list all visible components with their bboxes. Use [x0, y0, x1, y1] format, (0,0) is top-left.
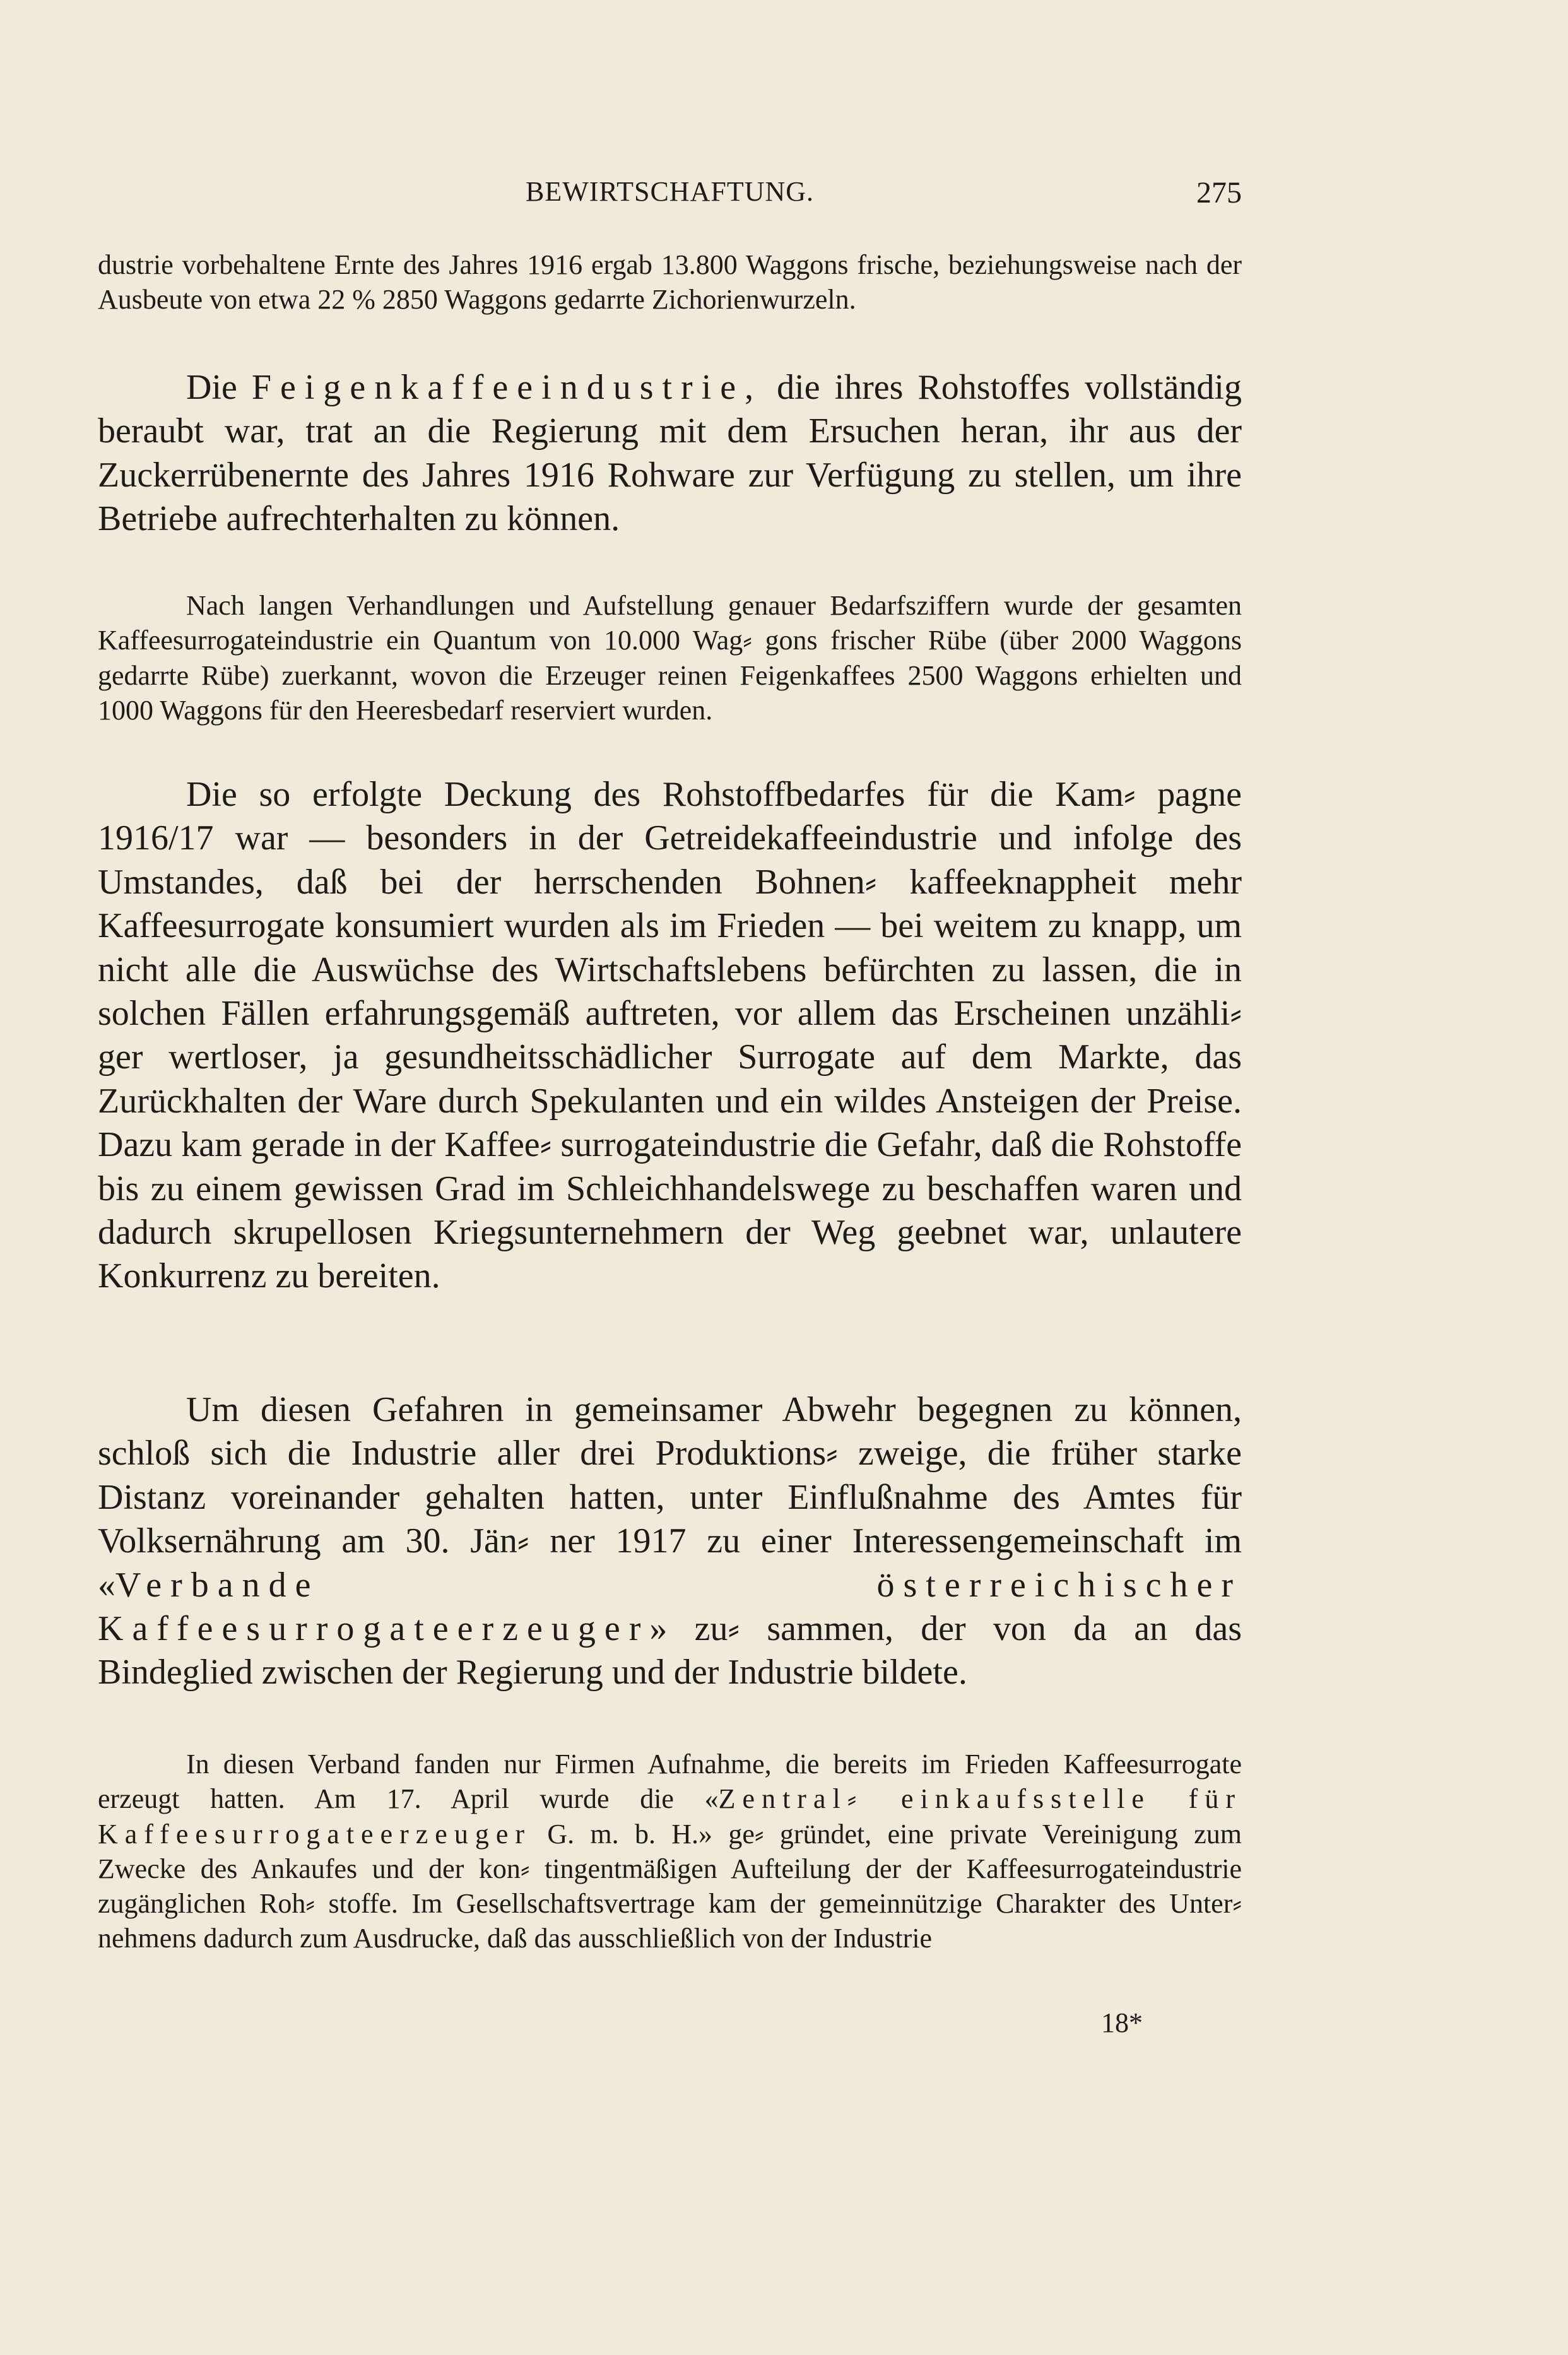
paragraph-verband — [98, 1747, 1242, 1956]
paragraph-continuation — [98, 247, 1242, 317]
text-segment: » zu⸗ sammen, der von da an das Bindeglied zwischen der Regierung und der Industrie bildete. — [98, 1609, 1242, 1692]
emphasized-term: Verbande österreichischer Kaffeesurrogateerzeuger — [98, 1565, 1242, 1649]
paragraph-text — [98, 366, 1242, 541]
emphasized-term: Feigenkaffeeindustrie, — [251, 368, 763, 407]
text-segment: Um diesen Gefahren in gemeinsamer Abwehr begegnen zu können, schloß sich die Industrie aller drei Produktions⸗ zweige, die früher starke Distanz voreinander gehalten hatten, unter Einflußnahme des Amtes für Volksernährung am 30. Jän⸗ ner 1917 zu einer Interessengemeinschaft im « — [98, 1390, 1242, 1605]
paragraph-text: dustrie vorbehaltene Ernte des Jahres 1916 ergab 13.800 Waggons frische, beziehungsweise nach der Ausbeute von etwa 22 % 2850 Waggons gedarrte Zichorienwurzeln. — [98, 249, 1242, 316]
text-segment: In diesen Verband fanden nur Firmen Aufnahme, die bereits im Frieden Kaffeesurrogate erzeugt hatten. Am 17. April wurde die « — [98, 1749, 1242, 1815]
running-head — [98, 175, 1242, 220]
paragraph-deckung — [98, 773, 1242, 1299]
paragraph-feigenkaffee — [98, 366, 1242, 541]
signature-mark: 18* — [1101, 2007, 1143, 2038]
paragraph-text — [98, 1388, 1242, 1695]
paragraph-verhandlungen — [98, 588, 1242, 728]
text-segment: die ihres Rohstoffes vollständig beraubt war, trat an die Regierung mit dem Ersuchen heran, ihr aus der Zuckerrübenernte des Jahres 1916 Rohware zur Verfügung zu stellen, um ihre Betriebe aufrechterhalten zu können. — [98, 368, 1242, 539]
paragraph-text: Nach langen Verhandlungen und Aufstellung genauer Bedarfsziffern wurde der gesamten Kaffeesurrogateindustrie ein Quantum von 10.000 Wag⸗ gons frischer Rübe (über 2000 Waggons gedarrte Rübe) zuerkannt, wovon die Erzeuger reinen Feigenkaffees 2500 Waggons erhielten und 1000 Waggons für den Heeresbedarf reserviert wurden. — [98, 590, 1242, 726]
text-segment: Die — [186, 368, 252, 407]
text-segment: G. m. b. H.» ge⸗ gründet, eine private Vereinigung zum Zwecke des Ankaufes und der kon⸗ tingentmäßigen Aufteilung der der Kaffeesurrogateindustrie zugänglichen Roh⸗ stoffe. Im Gesellschaftsvertrage kam der gemeinnützige Charakter des Unter⸗ nehmens dadurch zum Ausdrucke, daß das ausschließlich von der Industrie — [98, 1818, 1242, 1954]
paragraph-gefahren — [98, 1388, 1242, 1695]
paragraph-text — [98, 1747, 1242, 1956]
paragraph-text: Die so erfolgte Deckung des Rohstoffbedarfes für die Kam⸗ pagne 1916/17 war — besonders in der Getreidekaffeeindustrie und infolge des Umstandes, daß bei der herrschenden Bohnen⸗ kaffeeknappheit mehr Kaffeesurrogate konsumiert wurden als im Frieden — bei weitem zu knapp, um nicht alle die Auswüchse des Wirtschaftslebens befürchten zu lassen, die in solchen Fällen erfahrungsgemäß auftreten, vor allem das Erscheinen unzähli⸗ ger wertloser, ja gesundheitsschädlicher Surrogate auf dem Markte, das Zurückhalten der Ware durch Spekulanten und ein wildes Ansteigen der Preise. Dazu kam gerade in der Kaffee⸗ surrogateindustrie die Gefahr, daß die Rohstoffe bis zu einem gewissen Grad im Schleichhandelswege zu beschaffen waren und dadurch skrupellosen Kriegsunternehmern der Weg geebnet war, unlautere Konkurrenz zu bereiten. — [98, 775, 1242, 1296]
emphasized-term: Zentral⸗ einkaufsstelle für Kaffeesurrogateerzeuger — [98, 1783, 1242, 1850]
page-number: 275 — [1196, 176, 1242, 210]
running-head-title: BEWIRTSCHAFTUNG. — [525, 176, 815, 207]
